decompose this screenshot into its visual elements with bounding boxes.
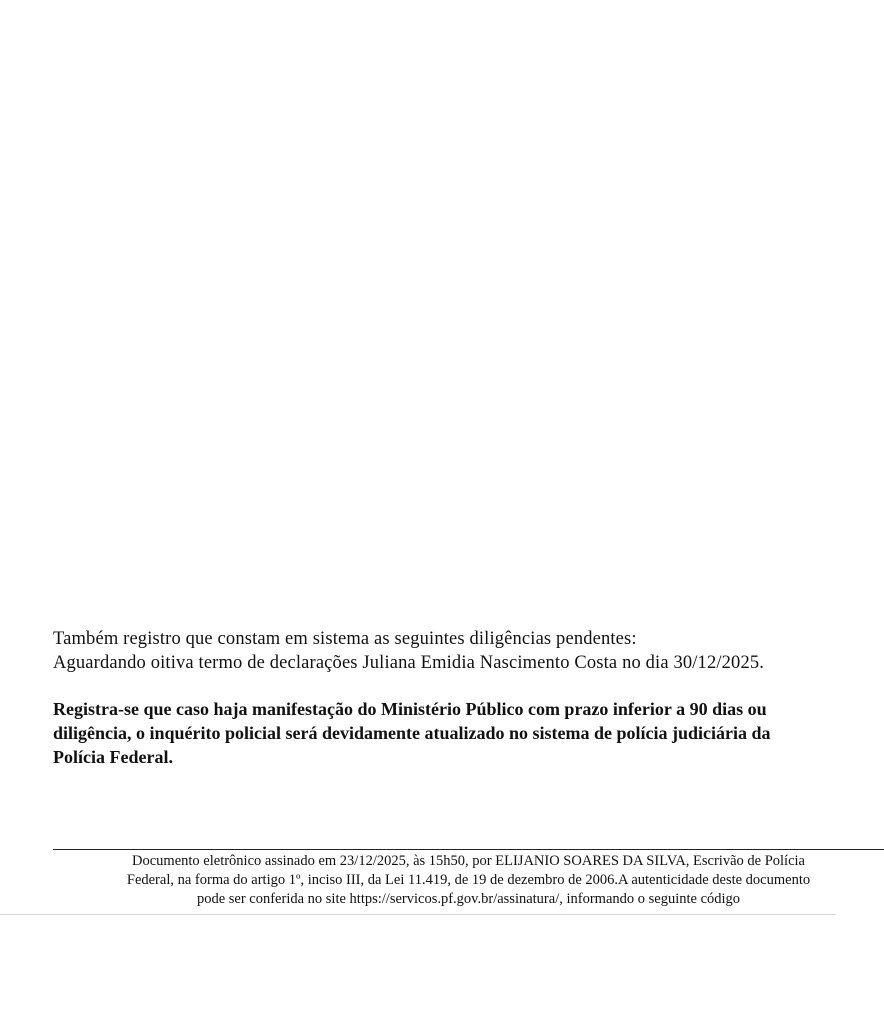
update-notice-line-3: Polícia Federal. xyxy=(53,747,173,767)
update-notice-line-1: Registra-se que caso haja manifestação do Ministério Público com prazo inferior a 90 dias ou xyxy=(53,699,767,719)
page-cut-edge xyxy=(0,914,836,915)
signature-footer xyxy=(53,852,884,914)
update-notice xyxy=(53,697,884,769)
update-notice-line-2: diligência, o inquérito policial será devidamente atualizado no sistema de polícia judiciária da xyxy=(53,723,771,743)
pending-diligences-intro: Também registro que constam em sistema as seguintes diligências pendentes: xyxy=(53,629,637,649)
pending-diligence-item: Aguardando oitiva termo de declarações Juliana Emidia Nascimento Costa no dia 30/12/2025. xyxy=(53,653,765,673)
footer-divider xyxy=(53,849,884,850)
signature-footer-line-2: Federal, na forma do artigo 1º, inciso III, da Lei 11.419, de 19 de dezembro de 2006.A autenticidade deste documento xyxy=(126,872,811,888)
signature-footer-line-1: Documento eletrônico assinado em 23/12/2025, às 15h50, por ELIJANIO SOARES DA SILVA, Escrivão de Polícia xyxy=(132,853,805,869)
signature-footer-line-3: pode ser conferida no site https://servicos.pf.gov.br/assinatura/, informando o seguinte código xyxy=(196,891,741,907)
